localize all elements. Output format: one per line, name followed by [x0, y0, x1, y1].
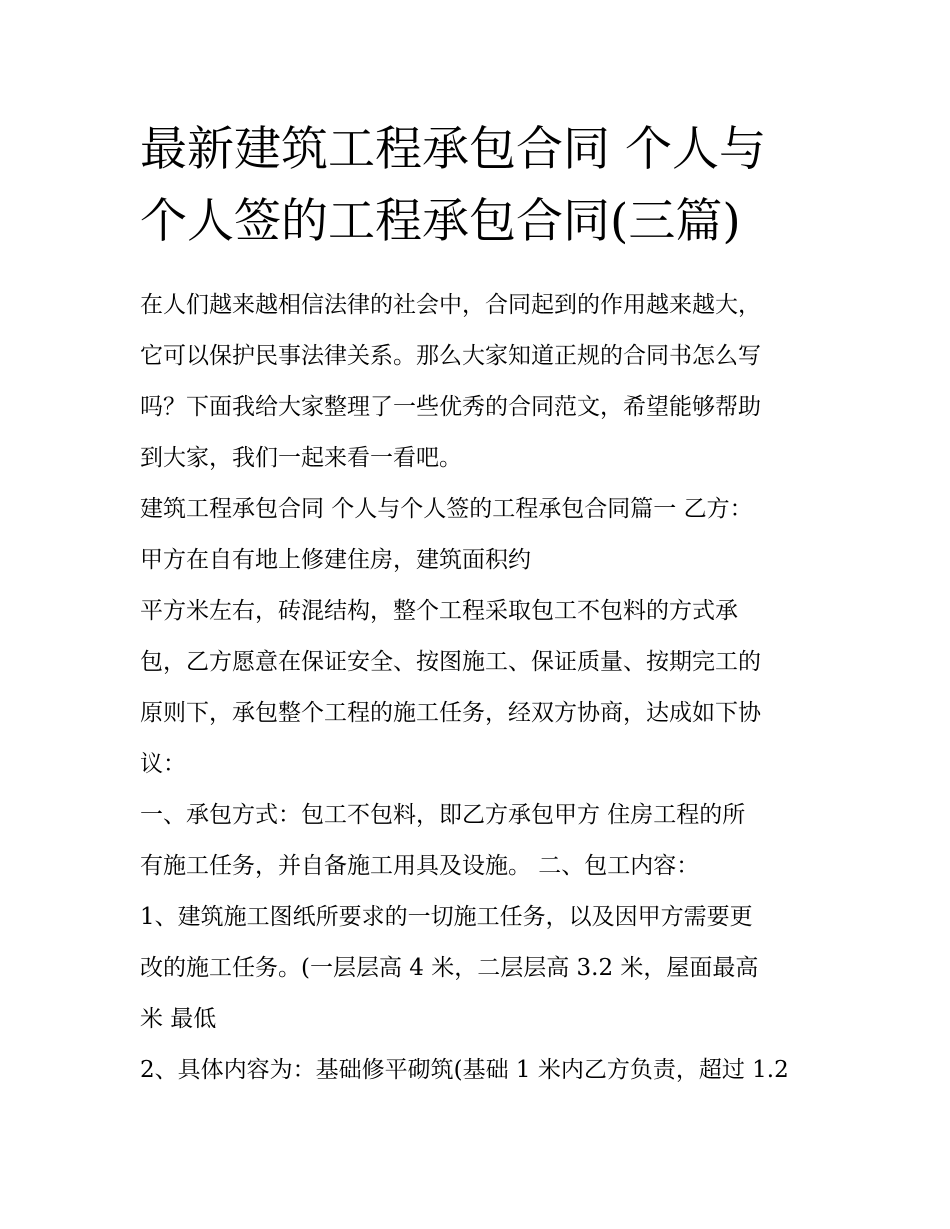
- text-line: 有施工任务，并自备施工用具及设施。 二、包工内容：: [140, 853, 700, 879]
- text-line: 改的施工任务。(一层层高 4 米，二层层高 3.2 米，屋面最高: [140, 955, 759, 981]
- title-line-2: 个人签的工程承包合同(三篇): [140, 194, 741, 249]
- text-line: 甲方在自有地上修建住房，建筑面积约: [140, 547, 531, 573]
- text-line: 在人们越来越相信法律的社会中，合同起到的作用越来越大，: [140, 292, 761, 318]
- clause-one-paragraph: [140, 790, 820, 892]
- section-heading-paragraph: [140, 484, 820, 586]
- preamble-paragraph: [140, 586, 820, 790]
- item-one-paragraph: [140, 892, 820, 1045]
- text-line: 1、建筑施工图纸所要求的一切施工任务，以及因甲方需要更: [140, 904, 753, 930]
- text-line: 吗？下面我给大家整理了一些优秀的合同范文，希望能够帮助: [140, 394, 761, 420]
- text-line: 2、具体内容为：基础修平砌筑(基础 1 米内乙方负责，超过 1.2: [140, 1057, 789, 1083]
- text-line: 建筑工程承包合同 个人与个人签的工程承包合同篇一 乙方：: [140, 496, 753, 522]
- item-two-paragraph: [140, 1045, 820, 1096]
- intro-paragraph: [140, 280, 820, 484]
- text-line: 平方米左右，砖混结构，整个工程采取包工不包料的方式承: [140, 598, 738, 624]
- text-line: 议：: [140, 751, 186, 777]
- document-body: [140, 280, 820, 1096]
- text-line: 到大家，我们一起来看一看吧。: [140, 445, 462, 471]
- document-title: [140, 114, 820, 258]
- text-line: 米 最低: [140, 1006, 217, 1032]
- text-line: 它可以保护民事法律关系。那么大家知道正规的合同书怎么写: [140, 343, 761, 369]
- text-line: 包，乙方愿意在保证安全、按图施工、保证质量、按期完工的: [140, 649, 761, 675]
- text-line: 一、承包方式：包工不包料，即乙方承包甲方 住房工程的所: [140, 802, 746, 828]
- text-line: 原则下，承包整个工程的施工任务，经双方协商，达成如下协: [140, 700, 761, 726]
- title-line-1: 最新建筑工程承包合同 个人与: [140, 122, 766, 177]
